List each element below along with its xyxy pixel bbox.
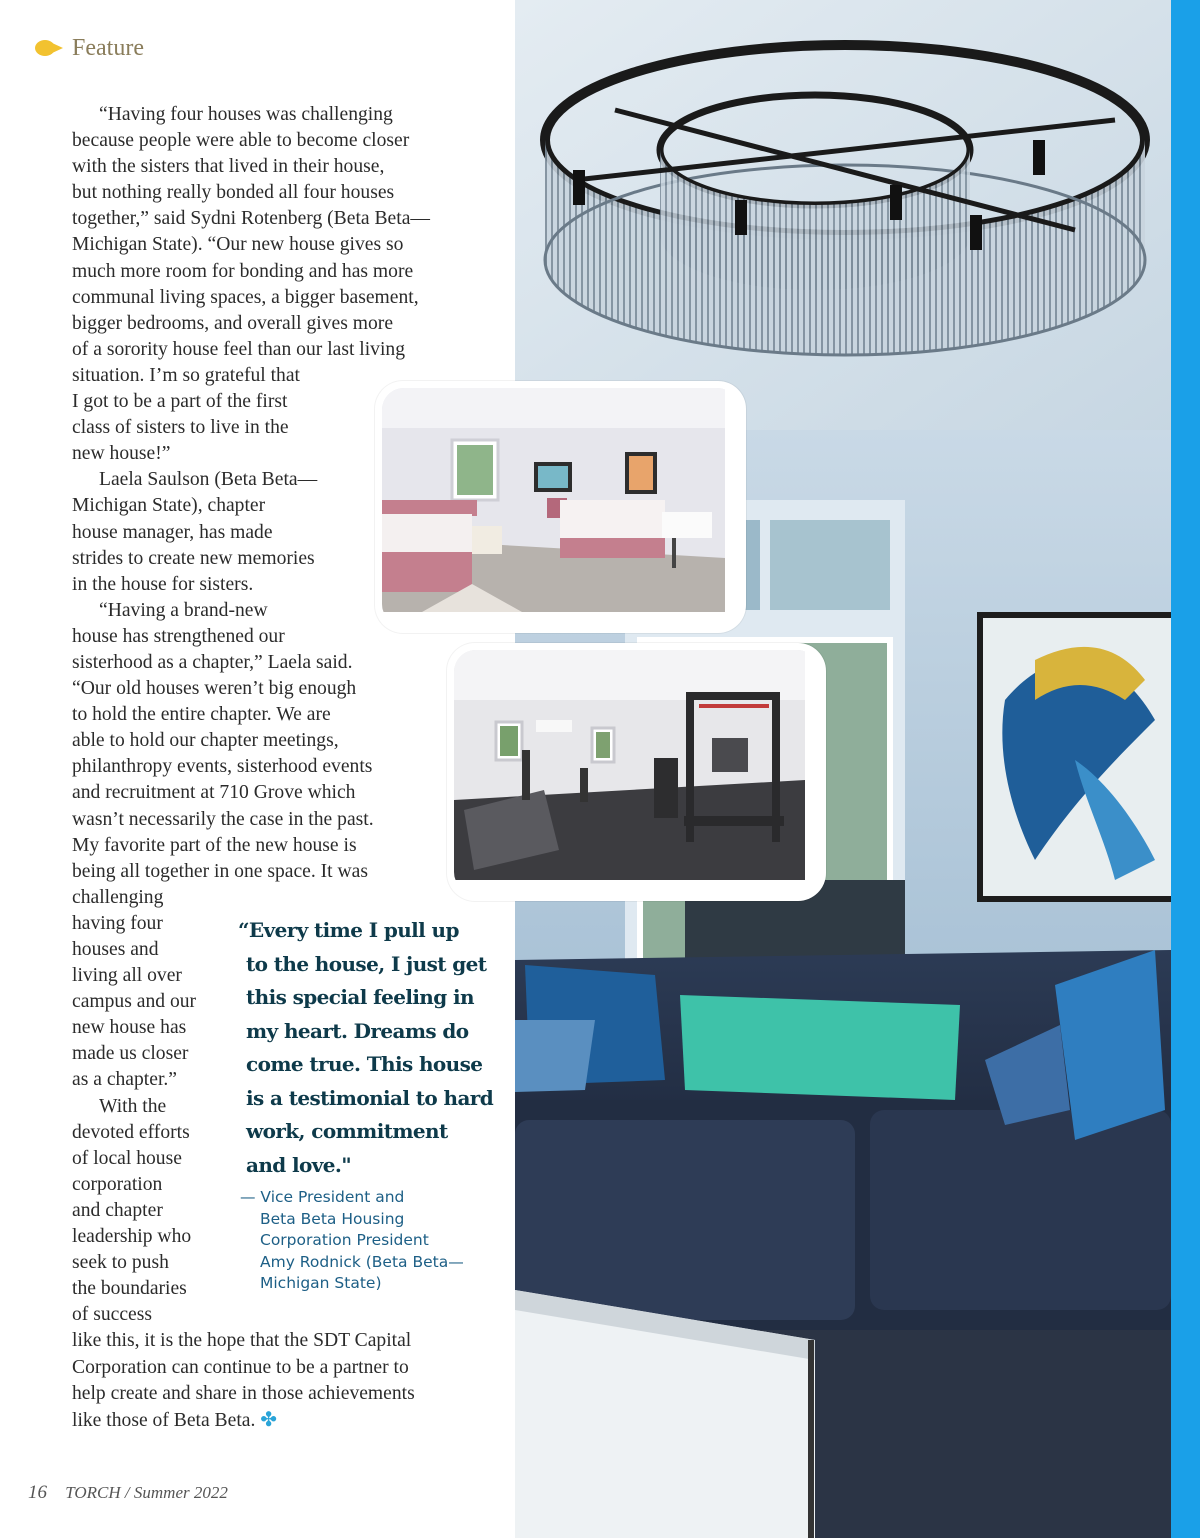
body-line: house manager, has made	[72, 521, 273, 543]
pull-quote-line: to the house, I just get	[246, 951, 487, 976]
body-line: “Having four houses was challenging	[99, 104, 393, 125]
page-footer	[28, 1482, 228, 1504]
body-line: the boundaries	[72, 1278, 187, 1300]
accent-bar	[1171, 0, 1200, 1538]
body-line: With the	[99, 1095, 167, 1117]
body-line: and recruitment at 710 Grove which	[72, 782, 356, 804]
body-line: being all together in one space. It was	[72, 860, 368, 882]
attribution-line: — Vice President and	[240, 1188, 405, 1206]
pull-quote-line: “Every time I pull up	[238, 918, 459, 942]
body-line: to hold the entire chapter. We are	[72, 704, 331, 726]
body-line: house has strengthened our	[72, 625, 285, 647]
body-line: “Having a brand-new	[99, 599, 268, 621]
pull-quote-line: my heart. Dreams do	[246, 1018, 469, 1043]
body-line: but nothing really bonded all four houses	[72, 182, 395, 204]
body-line: of local house	[72, 1147, 182, 1169]
body-line: strides to create new memories	[72, 547, 315, 569]
publication-name: TORCH / Summer 2022	[65, 1483, 228, 1502]
attribution-line: Beta Beta Housing	[260, 1209, 405, 1228]
body-line: because people were able to become closer	[72, 130, 410, 152]
body-line: able to hold our chapter meetings,	[72, 730, 339, 752]
body-line: challenging	[72, 886, 164, 908]
pull-quote-line: is a testimonial to hard	[246, 1085, 494, 1110]
body-line: bigger bedrooms, and overall gives more	[72, 312, 394, 334]
body-line: Corporation can continue to be a partner to	[72, 1356, 409, 1378]
quote-attribution	[240, 1187, 464, 1295]
fleur-icon: ✤	[260, 1408, 278, 1431]
body-line: in the house for sisters.	[72, 573, 254, 595]
body-line: Michigan State). “Our new house gives so	[72, 234, 404, 256]
body-line: devoted efforts	[72, 1121, 190, 1143]
body-line: as a chapter.”	[72, 1069, 177, 1091]
attribution-line: Amy Rodnick (Beta Beta—	[260, 1252, 464, 1271]
body-line: having four	[72, 912, 163, 934]
body-line: together,” said Sydni Rotenberg (Beta Beta—	[72, 208, 430, 230]
body-line: with the sisters that lived in their house,	[72, 156, 385, 178]
body-line: and chapter	[72, 1199, 163, 1221]
section-label: Feature	[72, 34, 144, 61]
body-line: living all over	[72, 965, 182, 987]
body-line: made us closer	[72, 1043, 189, 1065]
body-line: Michigan State), chapter	[72, 495, 266, 517]
attribution-line: Michigan State)	[260, 1274, 382, 1293]
pull-quote-line: this special feeling in	[246, 985, 474, 1009]
body-line: situation. I’m so grateful that	[72, 364, 300, 386]
body-line: corporation	[72, 1173, 163, 1195]
body-line: class of sisters to live in the	[72, 417, 289, 439]
body-line: new house has	[72, 1017, 187, 1039]
body-line: My favorite part of the new house is	[72, 834, 357, 856]
body-line: communal living spaces, a bigger basement,	[72, 286, 419, 308]
gym-photo	[447, 643, 826, 901]
body-line-last	[72, 1407, 430, 1434]
pull-quote-line: come true. This house	[246, 1052, 483, 1076]
body-line: much more room for bonding and has more	[72, 260, 414, 282]
body-line: philanthropy events, sisterhood events	[72, 756, 373, 778]
body-line: help create and share in those achievements	[72, 1382, 415, 1404]
body-line: leadership who	[72, 1226, 192, 1248]
body-line: of a sorority house feel than our last living	[72, 338, 406, 360]
body-line: seek to push	[72, 1252, 169, 1274]
pull-quote	[238, 914, 494, 1182]
body-line: I got to be a part of the first	[72, 391, 288, 413]
body-line: campus and our	[72, 991, 197, 1013]
body-line: new house!”	[72, 443, 171, 465]
body-line: houses and	[72, 939, 159, 960]
attribution-line: Corporation President	[260, 1231, 429, 1250]
body-line-text: like those of Beta Beta.	[72, 1409, 256, 1431]
section-tag	[34, 30, 144, 66]
body-line: “Our old houses weren’t big enough	[72, 678, 357, 700]
arrow-icon	[34, 38, 64, 58]
body-line: Laela Saulson (Beta Beta—	[99, 469, 318, 491]
body-line: of success	[72, 1304, 152, 1326]
body-line: sisterhood as a chapter,” Laela said.	[72, 651, 353, 673]
body-line: like this, it is the hope that the SDT Capital	[72, 1330, 412, 1352]
page-number: 16	[28, 1482, 47, 1503]
pull-quote-line: work, commitment	[246, 1119, 448, 1143]
bedroom-photo	[375, 381, 746, 633]
pull-quote-line: and love."	[246, 1152, 352, 1177]
body-line: wasn’t necessarily the case in the past.	[72, 808, 374, 830]
